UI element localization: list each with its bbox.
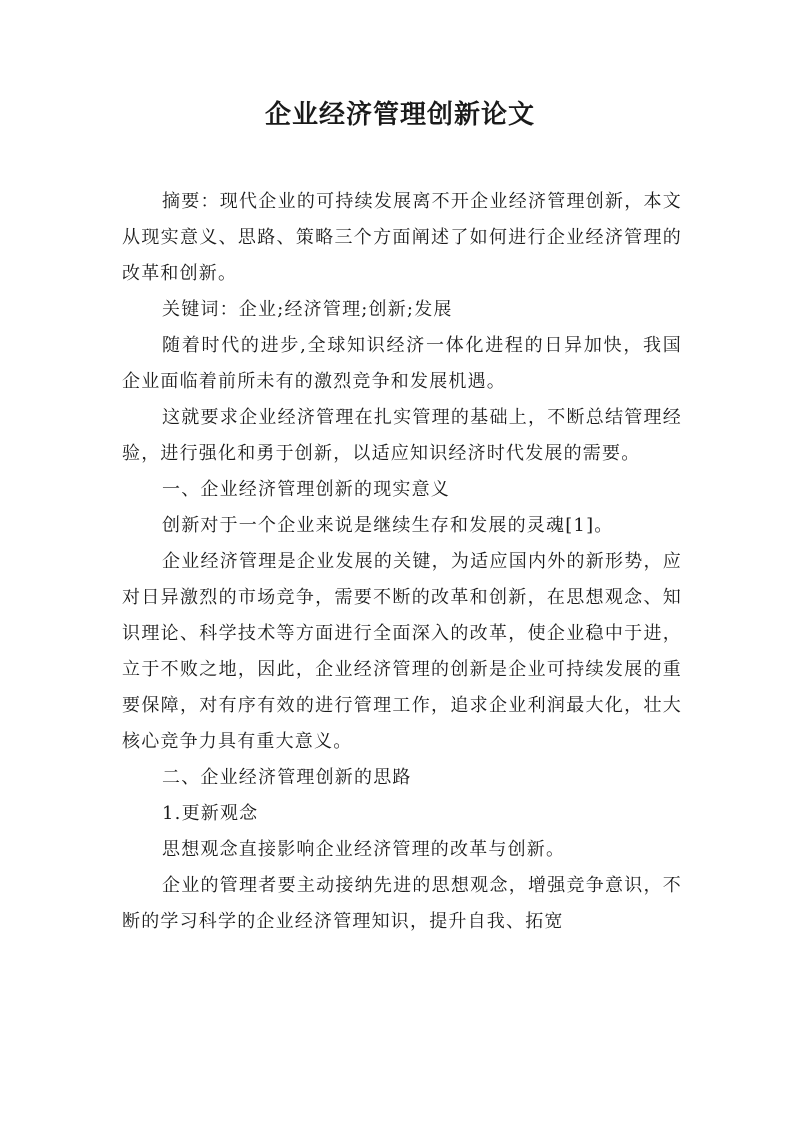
section-heading: 二、企业经济管理创新的思路 xyxy=(162,767,412,788)
body-paragraph: 随着时代的进步,全球知识经济一体化进程的日异加快，我国企业面临着前所未有的激烈竞争和发展机遇。 xyxy=(122,335,682,392)
abstract-paragraph: 摘要：现代企业的可持续发展离不开企业经济管理创新，本文从现实意义、思路、策略三个方面阐述了如何进行企业经济管理的改革和创新。 xyxy=(122,191,682,284)
body-paragraph: 企业经济管理是企业发展的关键，为适应国内外的新形势，应对日异激烈的市场竞争，需要不断的改革和创新，在思想观念、知识理论、科学技术等方面进行全面深入的改革，使企业稳中于进，立于不败之地，因此，企业经济管理的创新是企业可持续发展的重要保障，对有序有效的进行管理工作，追求企业利润最大化，壮大核心竞争力具有重大意义。 xyxy=(122,551,682,752)
section-heading: 一、企业经济管理创新的现实意义 xyxy=(162,479,450,500)
body-paragraph: 创新对于一个企业来说是继续生存和发展的灵魂[1]。 xyxy=(162,515,614,536)
body-paragraph: 企业的管理者要主动接纳先进的思想观念，增强竞争意识，不断的学习科学的企业经济管理知识，提升自我、拓宽 xyxy=(122,875,682,932)
subsection-heading: 1.更新观念 xyxy=(162,803,259,824)
body-paragraph: 思想观念直接影响企业经济管理的改革与创新。 xyxy=(162,839,566,860)
keywords-paragraph: 关键词：企业;经济管理;创新;发展 xyxy=(162,299,453,320)
document-title: 企业经济管理创新论文 xyxy=(264,100,535,130)
document-body xyxy=(122,184,682,940)
body-paragraph: 这就要求企业经济管理在扎实管理的基础上，不断总结管理经验，进行强化和勇于创新，以适应知识经济时代发展的需要。 xyxy=(122,407,682,464)
